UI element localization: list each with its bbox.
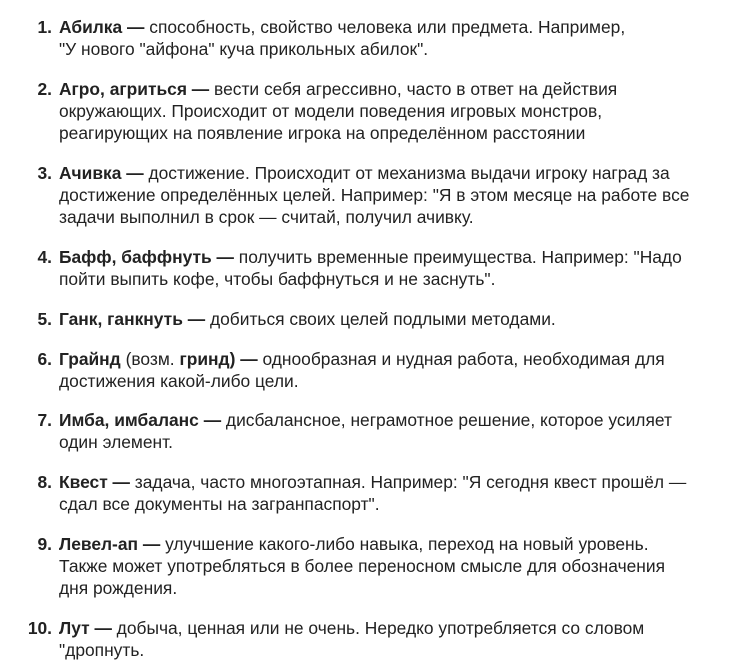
term: Лут	[59, 618, 90, 638]
item-number: 5.	[37, 309, 52, 329]
list-item	[0, 348, 755, 392]
definition-line	[59, 162, 743, 184]
item-number: 7.	[37, 410, 52, 430]
list-item	[0, 16, 755, 60]
definition-line: достижение определённых целей. Например: "Я в этом месяце на работе все	[59, 185, 690, 205]
definition-line	[59, 348, 743, 370]
dash: —	[186, 79, 215, 99]
dash: —	[89, 618, 117, 638]
definition-line	[59, 16, 743, 38]
term: Квест	[59, 472, 108, 492]
item-number: 9.	[37, 534, 52, 554]
definition-line: один элемент.	[59, 432, 173, 452]
item-number: 3.	[37, 163, 52, 183]
item-number: 2.	[37, 79, 52, 99]
definition-line: окружающих. Происходит от модели поведения игровых монстров,	[59, 101, 603, 121]
dash: —	[182, 309, 210, 329]
definition-text: добиться своих целей подлыми методами.	[209, 309, 556, 329]
list-item	[0, 617, 755, 661]
definition-text: дисбалансное, неграмотное решение, которое усиляет	[225, 410, 672, 430]
term: Бафф, баффнуть	[59, 247, 212, 267]
list-item	[0, 162, 755, 228]
definition-line: сдал все документы на загранпаспорт".	[59, 494, 380, 514]
dash: —	[107, 472, 135, 492]
definition-line: реагирующих на появление игрока на определённом расстоянии	[59, 123, 586, 143]
definition-text: вести себя агрессивно, часто в ответ на действия	[214, 79, 618, 99]
list-item	[0, 308, 755, 330]
definition-text: задача, часто многоэтапная. Например: "Я сегодня квест прошёл —	[134, 472, 687, 492]
item-number: 8.	[37, 472, 52, 492]
item-number: 10.	[27, 618, 52, 638]
dash: —	[138, 534, 166, 554]
definition-line	[59, 308, 743, 330]
list-item	[0, 409, 755, 453]
list-item	[0, 471, 755, 515]
definition-line: Также может употребляться в более переносном смысле для обозначения	[59, 556, 666, 576]
dash: —	[198, 410, 226, 430]
item-number: 1.	[37, 17, 52, 37]
definition-text: добыча, ценная или не очень. Нередко употребляется со словом	[116, 618, 645, 638]
item-number: 6.	[37, 349, 52, 369]
definition-text: достижение. Происходит от механизма выдачи игроку наград за	[148, 163, 670, 183]
definition-text: способность, свойство человека или предмета. Например,	[149, 17, 626, 37]
dash: —	[122, 17, 150, 37]
definition-line: задачи выполнил в срок — считай, получил ачивку.	[59, 207, 474, 227]
definition-text: однообразная и нудная работа, необходимая для	[262, 349, 665, 369]
list-item	[0, 533, 755, 599]
term-note-open: (возм.	[120, 349, 180, 369]
definition-text: улучшение какого-либо навыка, переход на новый уровень.	[165, 534, 649, 554]
definition-line	[59, 409, 743, 431]
term-alternative: гринд	[179, 349, 230, 369]
item-number: 4.	[37, 247, 52, 267]
definition-line: достижения какой-либо цели.	[59, 371, 299, 391]
term: Ганк, ганкнуть	[59, 309, 183, 329]
term: Агро, агриться	[59, 79, 187, 99]
term: Абилка	[59, 17, 123, 37]
dash: —	[121, 163, 149, 183]
dash: —	[235, 349, 263, 369]
term: Грайнд	[59, 349, 121, 369]
term: Левел-ап	[59, 534, 139, 554]
list-item	[0, 246, 755, 290]
definition-line	[59, 617, 743, 639]
definition-line: "У нового "айфона" куча прикольных абилок".	[59, 39, 429, 59]
dash: —	[211, 247, 239, 267]
list-item	[0, 78, 755, 144]
definition-line	[59, 471, 743, 493]
definition-line: "дропнуть.	[59, 640, 145, 660]
term-note-close: )	[229, 349, 236, 369]
definition-line: дня рождения.	[59, 578, 178, 598]
term: Имба, имбаланс	[59, 410, 199, 430]
definition-text: получить временные преимущества. Например: "Надо	[238, 247, 682, 267]
definition-line	[59, 246, 743, 268]
definition-line: пойти выпить кофе, чтобы баффнуться и не заснуть".	[59, 269, 496, 289]
definition-line	[59, 533, 743, 555]
term: Ачивка	[59, 163, 122, 183]
definition-line	[59, 78, 743, 100]
